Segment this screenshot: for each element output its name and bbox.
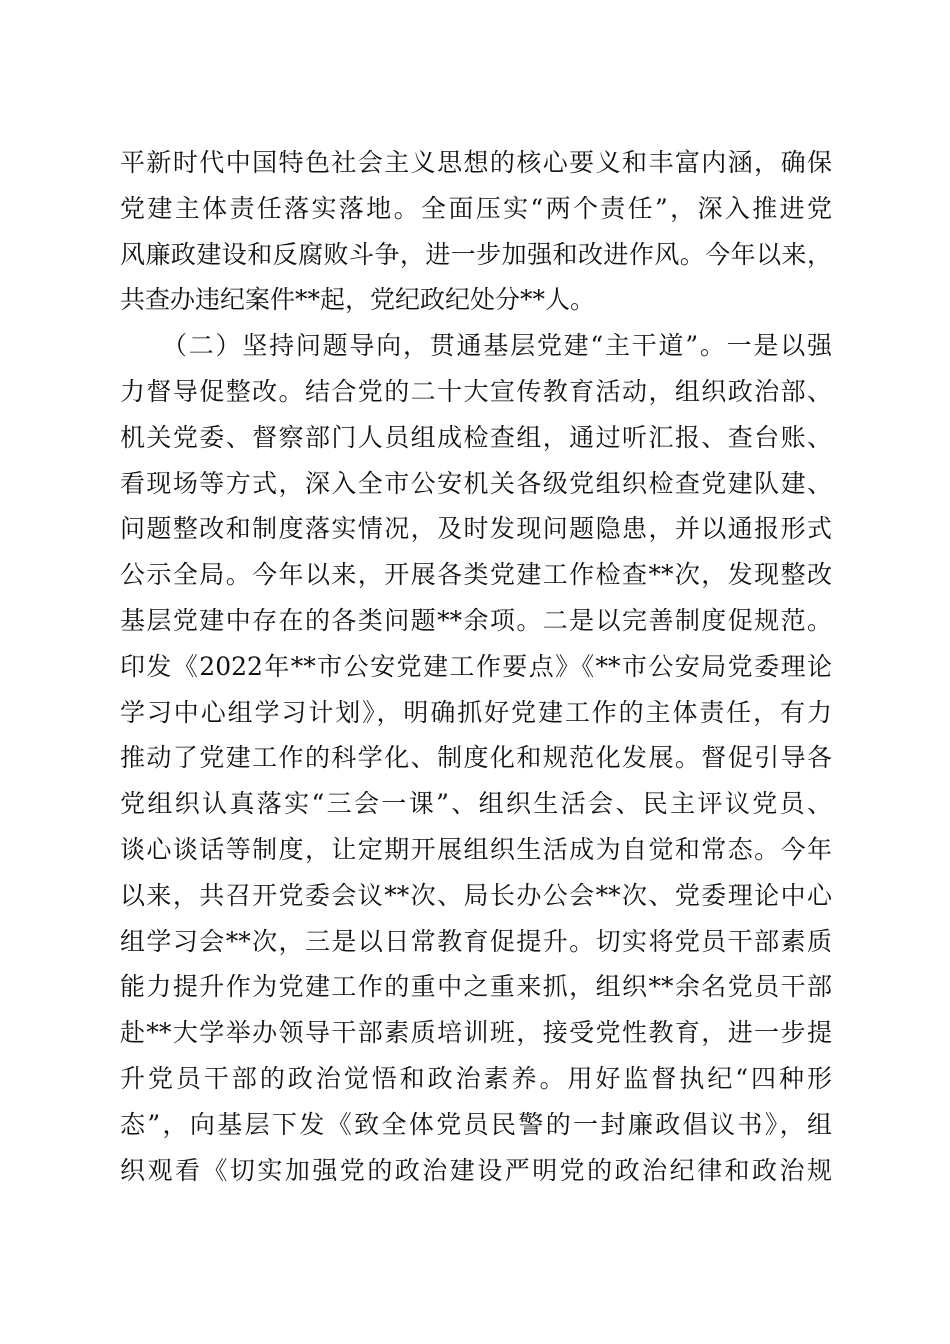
text-line: 看现场等方式，深入全市公安机关各级党组织检查党建队建、 (120, 468, 832, 498)
text-line: 能力提升作为党建工作的重中之重来抓，组织**余名党员干部 (120, 972, 832, 1002)
text-line: 问题整改和制度落实情况，及时发现问题隐患，并以通报形式 (120, 514, 832, 544)
section-heading-line: （二）坚持问题导向，贯通基层党建“主干道”。一是以强 (162, 331, 832, 361)
text-line: 印发《2022年**市公安党建工作要点》《**市公安局党委理论 (120, 651, 832, 681)
text-line: 态”，向基层下发《致全体党员民警的一封廉政倡议书》，组 (120, 1109, 832, 1139)
text-line: 谈心谈话等制度，让定期开展组织生活成为自觉和常态。今年 (120, 834, 832, 864)
text-line: 升党员干部的政治觉悟和政治素养。用好监督执纪“四种形 (120, 1063, 832, 1093)
text-line: 平新时代中国特色社会主义思想的核心要义和丰富内涵，确保 (120, 148, 832, 177)
text-line: 赴**大学举办领导干部素质培训班，接受党性教育，进一步提 (120, 1018, 832, 1048)
text-line: 党组织认真落实“三会一课”、组织生活会、民主评议党员、 (120, 789, 832, 819)
text-line: 基层党建中存在的各类问题**余项。二是以完善制度促规范。 (120, 605, 832, 635)
text-line: 织观看《切实加强党的政治建设严明党的政治纪律和政治规 (120, 1155, 832, 1185)
text-line: 组学习会**次，三是以日常教育促提升。切实将党员干部素质 (120, 926, 832, 956)
text-line: 党建主体责任落实落地。全面压实“两个责任”，深入推进党 (120, 193, 832, 223)
text-line: 风廉政建设和反腐败斗争，进一步加强和改进作风。今年以来， (120, 239, 832, 269)
text-line: 力督导促整改。结合党的二十大宣传教育活动，组织政治部、 (120, 376, 832, 406)
text-line: 公示全局。今年以来，开展各类党建工作检查**次，发现整改 (120, 560, 832, 590)
document-body (120, 140, 832, 1193)
text-line: 学习中心组学习计划》，明确抓好党建工作的主体责任，有力 (120, 697, 832, 727)
text-line: 推动了党建工作的科学化、制度化和规范化发展。督促引导各 (120, 743, 832, 773)
text-line: 机关党委、督察部门人员组成检查组，通过听汇报、查台账、 (120, 422, 832, 452)
text-line: 以来，共召开党委会议**次、局长办公会**次、党委理论中心 (120, 880, 832, 910)
text-line: 共查办违纪案件**起，党纪政纪处分**人。 (120, 285, 596, 315)
